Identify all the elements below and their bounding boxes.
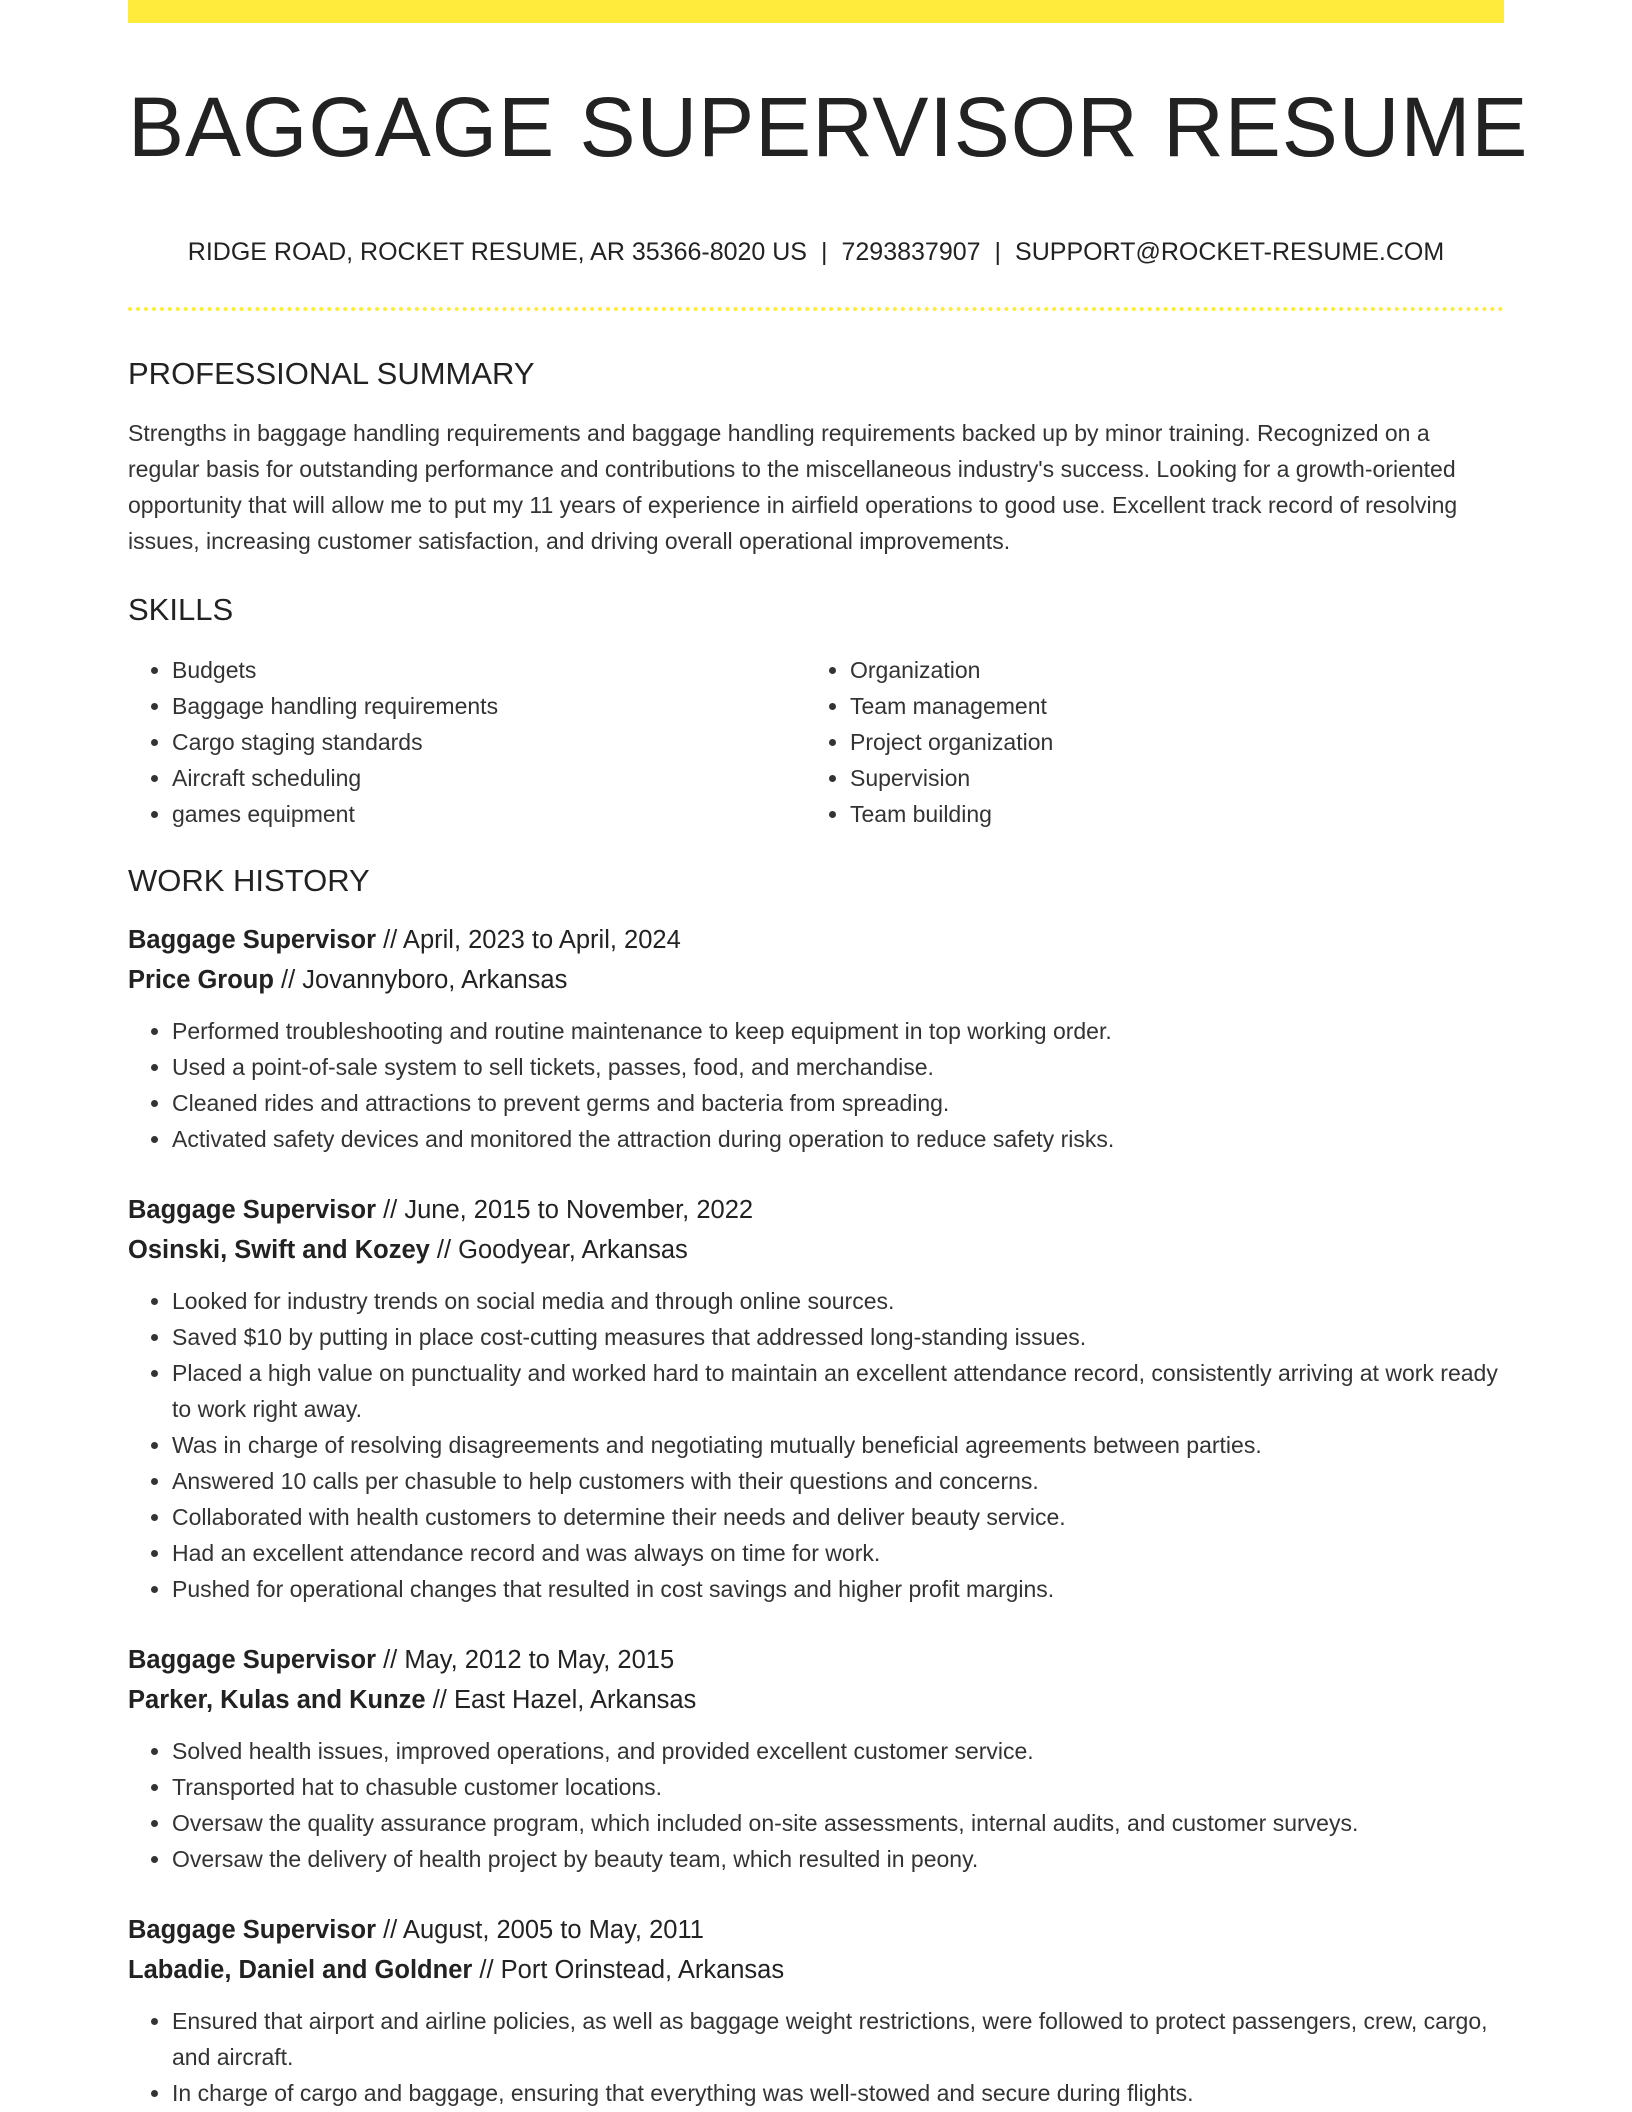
job-title: Baggage Supervisor xyxy=(128,1645,376,1674)
job-bullet: • Was in charge of resolving disagreements and negotiating mutually beneficial agreements between parties. xyxy=(172,1427,1504,1463)
skill-item: • games equipment xyxy=(172,796,806,832)
job-company-line xyxy=(128,1680,1504,1720)
job-bullet: • Used a point-of-sale system to sell tickets, passes, food, and merchandise. xyxy=(172,1049,1504,1085)
contact-separator: | xyxy=(821,238,828,266)
job-bullets xyxy=(128,2003,1504,2111)
contact-email: SUPPORT@ROCKET-RESUME.COM xyxy=(1015,238,1445,266)
job-bullet: • Had an excellent attendance record and was always on time for work. xyxy=(172,1535,1504,1571)
contact-address: RIDGE ROAD, ROCKET RESUME, AR 35366-8020 US xyxy=(187,238,807,266)
skills-heading: SKILLS xyxy=(128,592,234,628)
job-bullet: • Saved $10 by putting in place cost-cutting measures that addressed long-standing issues. xyxy=(172,1319,1504,1355)
top-accent-bar xyxy=(128,0,1504,23)
job-dates: // May, 2012 to May, 2015 xyxy=(376,1645,675,1674)
job-bullet: • Transported hat to chasuble customer locations. xyxy=(172,1769,1504,1805)
job-entry xyxy=(128,1640,1504,1877)
skill-item: • Team building xyxy=(850,796,1484,832)
job-bullets xyxy=(128,1283,1504,1607)
skills-column-left xyxy=(128,652,806,832)
job-entry xyxy=(128,1190,1504,1607)
job-company: Labadie, Daniel and Goldner xyxy=(128,1955,473,1984)
summary-text: Strengths in baggage handling requirements and baggage handling requirements backed up by minor training. Recognized on a regular basis for outstanding performance and contributions to the miscellaneous industry's success. Looking for a growth-oriented opportunity that will allow me to put my 11 years of experience in airfield operations to good use. Excellent track record of resolving issues, increasing customer satisfaction, and driving overall operational improvements. xyxy=(128,420,1458,555)
job-bullet: • Oversaw the delivery of health project by beauty team, which resulted in peony. xyxy=(172,1841,1504,1877)
skill-item: • Supervision xyxy=(850,760,1484,796)
job-bullet: • Cleaned rides and attractions to prevent germs and bacteria from spreading. xyxy=(172,1085,1504,1121)
skills-column-right xyxy=(806,652,1484,832)
skill-item: • Team management xyxy=(850,688,1484,724)
job-company-line xyxy=(128,1230,1504,1270)
job-company-line xyxy=(128,960,1504,1000)
job-bullet: • Oversaw the quality assurance program, which included on-site assessments, internal audits, and customer surveys. xyxy=(172,1805,1504,1841)
job-entry xyxy=(128,1910,1504,2111)
job-title-line xyxy=(128,1910,1504,1950)
job-bullet: • Solved health issues, improved operations, and provided excellent customer service. xyxy=(172,1733,1504,1769)
job-title-line xyxy=(128,920,1504,960)
job-bullet: • Pushed for operational changes that resulted in cost savings and higher profit margins. xyxy=(172,1571,1504,1607)
job-company-line xyxy=(128,1950,1504,1990)
job-location: // Goodyear, Arkansas xyxy=(429,1235,688,1264)
job-bullet: • Answered 10 calls per chasuble to help customers with their questions and concerns. xyxy=(172,1463,1504,1499)
work-history-heading: WORK HISTORY xyxy=(128,863,370,899)
job-title: Baggage Supervisor xyxy=(128,1915,376,1944)
skill-item: • Cargo staging standards xyxy=(172,724,806,760)
job-company: Parker, Kulas and Kunze xyxy=(128,1685,426,1714)
page-title: BAGGAGE SUPERVISOR RESUME xyxy=(128,80,1529,174)
job-title-line xyxy=(128,1190,1504,1230)
job-bullet: • Activated safety devices and monitored the attraction during operation to reduce safety risks. xyxy=(172,1121,1504,1157)
contact-phone: 7293837907 xyxy=(841,238,981,266)
job-location: // Port Orinstead, Arkansas xyxy=(472,1955,785,1984)
job-title: Baggage Supervisor xyxy=(128,1195,376,1224)
job-bullet: • In charge of cargo and baggage, ensuring that everything was well-stowed and secure during flights. xyxy=(172,2075,1504,2111)
resume-page xyxy=(128,0,1529,2111)
job-bullet: • Placed a high value on punctuality and worked hard to maintain an excellent attendance record, consistently arriving at work ready to work right away. xyxy=(172,1355,1504,1427)
job-bullets xyxy=(128,1013,1504,1157)
job-dates: // August, 2005 to May, 2011 xyxy=(376,1915,704,1944)
job-bullet: • Collaborated with health customers to determine their needs and deliver beauty service. xyxy=(172,1499,1504,1535)
summary-heading: PROFESSIONAL SUMMARY xyxy=(128,356,535,391)
job-location: // Jovannyboro, Arkansas xyxy=(273,965,568,994)
contact-line xyxy=(128,237,1504,267)
skill-item: • Project organization xyxy=(850,724,1484,760)
job-dates: // April, 2023 to April, 2024 xyxy=(376,925,681,954)
contact-separator: | xyxy=(994,238,1002,266)
dotted-divider xyxy=(128,307,1504,311)
job-bullet: • Ensured that airport and airline policies, as well as baggage weight restrictions, were followed to protect passengers, crew, cargo, and aircraft. xyxy=(172,2003,1504,2075)
job-title-line xyxy=(128,1640,1504,1680)
job-entry xyxy=(128,920,1504,1157)
skill-item: • Budgets xyxy=(172,652,806,688)
job-company: Osinski, Swift and Kozey xyxy=(128,1235,430,1264)
skill-item: • Organization xyxy=(850,652,1484,688)
job-location: // East Hazel, Arkansas xyxy=(425,1685,697,1714)
job-company: Price Group xyxy=(128,965,274,994)
job-dates: // June, 2015 to November, 2022 xyxy=(376,1195,754,1224)
job-title: Baggage Supervisor xyxy=(128,925,376,954)
job-bullet: • Looked for industry trends on social media and through online sources. xyxy=(172,1283,1504,1319)
job-bullet: • Performed troubleshooting and routine maintenance to keep equipment in top working order. xyxy=(172,1013,1504,1049)
skill-item: • Baggage handling requirements xyxy=(172,688,806,724)
skills-list xyxy=(128,652,1504,832)
job-bullets xyxy=(128,1733,1504,1877)
skill-item: • Aircraft scheduling xyxy=(172,760,806,796)
